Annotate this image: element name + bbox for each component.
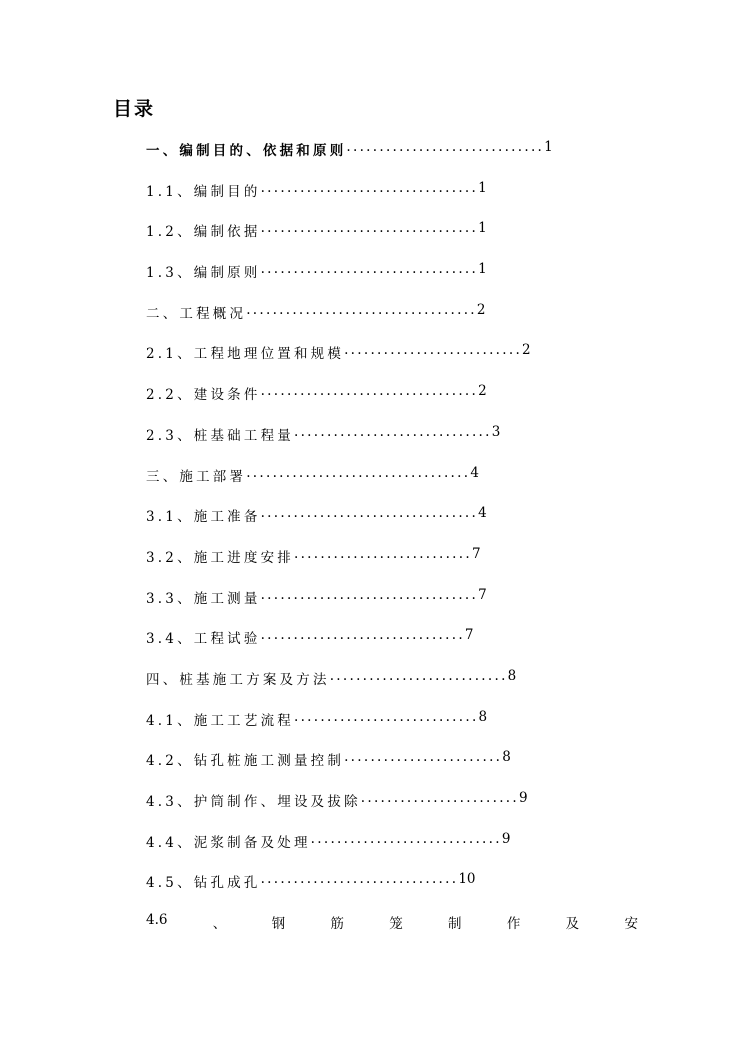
toc-entry[interactable] — [146, 749, 646, 790]
toc-page-number: 1 — [478, 261, 487, 278]
toc-leader: ................................. — [260, 179, 479, 196]
toc-leader: ................................... — [246, 301, 477, 318]
toc-leader: .............................. — [293, 423, 492, 440]
toc-entry[interactable] — [146, 220, 646, 261]
toc-entry[interactable] — [146, 831, 646, 872]
toc-entry-label: 2.2、建设条件 — [146, 387, 261, 404]
toc-fragment: 及 — [565, 916, 580, 932]
toc-leader: ................................. — [260, 505, 479, 522]
toc-fragment: 安 — [624, 916, 638, 932]
toc-leader: .............................. — [260, 871, 459, 888]
toc-entry-label: 4.2、钻孔桩施工测量控制 — [146, 753, 345, 770]
toc-entry[interactable] — [146, 627, 646, 668]
toc-page-number: 2 — [478, 383, 487, 400]
toc-fragment: 、 — [212, 916, 227, 932]
toc-entry[interactable] — [146, 505, 646, 546]
toc-page-number: 4 — [470, 464, 479, 481]
toc-page-number: 9 — [501, 830, 511, 847]
toc-page-number: 7 — [478, 586, 487, 603]
toc-entry-label: 二、工程概况 — [146, 305, 247, 322]
toc-leader: ........................... — [344, 342, 523, 359]
toc-page-number: 9 — [518, 790, 528, 806]
toc-fragment: 笼 — [389, 916, 403, 932]
toc-entry[interactable] — [146, 261, 646, 302]
toc-page-number: 1 — [544, 139, 553, 155]
toc-entry[interactable] — [146, 871, 646, 912]
toc-entry-label: 2.3、桩基础工程量 — [146, 427, 294, 444]
toc-entry[interactable] — [146, 424, 646, 465]
toc-page-number: 1 — [478, 220, 487, 237]
toc-entry-label: 1.3、编制原则 — [146, 265, 261, 282]
toc-entry-label: 2.1、工程地理位置和规模 — [146, 346, 345, 363]
toc-entry[interactable] — [146, 709, 646, 750]
toc-entry[interactable] — [146, 383, 646, 424]
toc-entry-label: 4.4、泥浆制备及处理 — [146, 834, 311, 851]
toc-leader: ............................ — [293, 708, 479, 725]
toc-entry-label: 4.5、钻孔成孔 — [146, 875, 261, 892]
toc-fragment: 筋 — [330, 916, 344, 932]
toc-entry[interactable] — [146, 587, 646, 628]
toc-leader: ........................... — [329, 667, 508, 684]
toc-entry[interactable] — [146, 180, 646, 221]
toc-leader: ............................... — [260, 627, 465, 644]
toc-page-number: 7 — [471, 545, 481, 562]
toc-page-number: 10 — [458, 871, 476, 888]
toc-page-number: 8 — [507, 667, 517, 684]
toc-fragment: 制 — [448, 916, 462, 932]
toc-entry-label: 四、桩基施工方案及方法 — [146, 671, 330, 688]
toc-entry-justified[interactable] — [146, 912, 638, 932]
toc-entry[interactable] — [146, 790, 646, 831]
toc-leader: ............................. — [310, 830, 502, 847]
toc-leader: ................................. — [260, 261, 479, 278]
toc-entry-label: 1.2、编制依据 — [146, 224, 261, 241]
toc-page-number: 8 — [502, 749, 511, 766]
toc-page-number: 2 — [522, 342, 531, 359]
toc-page-number: 7 — [464, 627, 474, 644]
toc-entry-label: 1.1、编制目的 — [146, 183, 261, 200]
table-of-contents — [146, 139, 646, 912]
toc-entry[interactable] — [146, 342, 646, 383]
toc-fragment: 钢 — [271, 916, 286, 932]
toc-entry[interactable] — [146, 668, 646, 709]
toc-entry-label: 3.1、施工准备 — [146, 509, 261, 526]
toc-page-number: 4 — [478, 505, 487, 522]
toc-entry-label: 三、施工部署 — [146, 468, 247, 485]
toc-page-number: 8 — [478, 708, 488, 725]
toc-entry[interactable] — [146, 139, 646, 180]
toc-leader: ........................ — [344, 749, 503, 766]
toc-page-number: 1 — [478, 179, 487, 196]
toc-entry-label: 一、编制目的、依据和原则 — [146, 143, 347, 159]
toc-entry-label: 3.4、工程试验 — [146, 631, 261, 648]
toc-leader: ................................. — [260, 220, 479, 237]
toc-leader: ........................... — [293, 545, 472, 562]
toc-leader: ................................. — [260, 586, 479, 603]
toc-fragment: 4.6 — [146, 912, 168, 928]
toc-title: 目录 — [113, 98, 156, 120]
toc-page-number: 2 — [476, 301, 486, 318]
toc-leader: ........................ — [360, 790, 519, 806]
toc-entry-label: 4.3、护筒制作、埋设及拔除 — [146, 794, 361, 810]
toc-entry[interactable] — [146, 302, 646, 343]
toc-leader: .............................. — [346, 139, 545, 155]
toc-leader: .................................. — [246, 464, 471, 481]
toc-entry-label: 4.1、施工工艺流程 — [146, 712, 294, 729]
toc-fragment: 作 — [506, 916, 521, 932]
toc-entry-label: 3.2、施工进度安排 — [146, 549, 294, 566]
toc-leader: ................................. — [260, 383, 479, 400]
toc-entry-label: 3.3、施工测量 — [146, 590, 261, 607]
toc-entry[interactable] — [146, 465, 646, 506]
toc-entry[interactable] — [146, 546, 646, 587]
toc-page-number: 3 — [491, 423, 501, 440]
